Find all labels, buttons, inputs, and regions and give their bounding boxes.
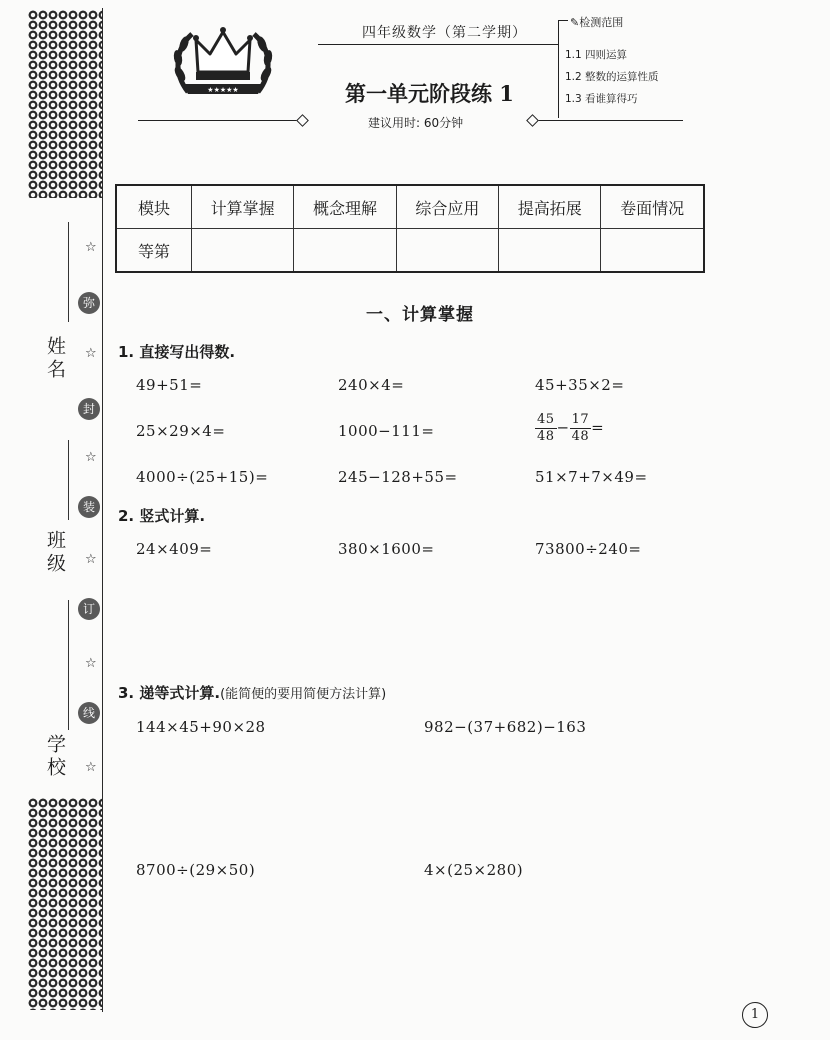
problem: 73800÷240= [535, 540, 642, 558]
pencil-icon: ✎ [570, 16, 580, 29]
scope-box-border [558, 20, 559, 118]
scope-item: 1.2 整数的运算性质 [565, 71, 659, 83]
question-3-note: (能简便的要用简便方法计算) [220, 687, 387, 702]
star-icon: ☆ [85, 240, 97, 255]
grade-cell[interactable] [499, 229, 601, 273]
star-icon: ☆ [85, 656, 97, 671]
problem: 380×1600= [338, 540, 435, 558]
fraction-problem [535, 412, 604, 445]
problem: 982−(37+682)−163 [424, 718, 587, 736]
question-1-title: 1. 直接写出得数. [118, 343, 236, 361]
grade-cell[interactable] [294, 229, 396, 273]
scope-title-text: 检测范围 [579, 16, 624, 29]
table-header-cell: 概念理解 [294, 185, 396, 229]
grade-cell[interactable] [192, 229, 294, 273]
table-row [116, 229, 704, 273]
table-row-header: 等第 [116, 229, 192, 273]
grade-cell[interactable] [396, 229, 498, 273]
seal-xian: 线 [78, 702, 100, 724]
unit-title: 第一单元阶段练 1 [345, 81, 514, 106]
seal-zhuang: 装 [78, 496, 100, 518]
page-number: 1 [742, 1002, 768, 1028]
grade-table [115, 184, 705, 273]
suggested-time: 建议用时: 60分钟 [368, 116, 464, 130]
title-rule-right [535, 120, 683, 121]
scope-title [570, 14, 623, 30]
table-header-cell: 模块 [116, 185, 192, 229]
problem: 24×409= [136, 540, 213, 558]
table-header-cell: 提高拓展 [499, 185, 601, 229]
problem: 51×7+7×49= [535, 468, 648, 486]
grade-cell[interactable] [601, 229, 704, 273]
scope-box-top [558, 20, 568, 21]
crown-laurel-logo [168, 22, 278, 104]
question-3-title [118, 682, 386, 703]
problem: 4×(25×280) [424, 861, 524, 879]
question-2-title: 2. 竖式计算. [118, 507, 206, 525]
problem: 240×4= [338, 376, 405, 394]
seal-mi: 弥 [78, 292, 100, 314]
binding-pattern-top [28, 10, 102, 198]
equals-sign: = [591, 418, 605, 437]
section-title: 一、计算掌握 [366, 305, 474, 325]
binding-border-line [102, 8, 103, 1012]
problem: 1000−111= [338, 422, 435, 440]
star-icon: ☆ [85, 552, 97, 567]
star-icon: ☆ [85, 346, 97, 361]
star-icon: ☆ [85, 760, 97, 775]
seal-feng: 封 [78, 398, 100, 420]
name-label: 姓名 [44, 336, 66, 382]
minus-sign: − [556, 418, 570, 437]
problem: 45+35×2= [535, 376, 625, 394]
fraction: $\frac{45}{48}$ [537, 412, 555, 444]
problem: 245−128+55= [338, 468, 458, 486]
question-3-label: 3. 递等式计算. [118, 684, 221, 702]
problem: 4000÷(25+15)= [136, 468, 269, 486]
seal-ding: 订 [78, 598, 100, 620]
problem: 25×29×4= [136, 422, 226, 440]
table-header-cell: 卷面情况 [601, 185, 704, 229]
problem: 8700÷(29×50) [136, 861, 256, 879]
scope-item: 1.3 看谁算得巧 [565, 93, 638, 105]
table-row [116, 185, 704, 229]
diamond-ornament [526, 114, 539, 127]
svg-text:★★★★★: ★★★★★ [207, 86, 239, 94]
table-header-cell: 计算掌握 [192, 185, 294, 229]
table-header-cell: 综合应用 [396, 185, 498, 229]
school-label: 学校 [44, 734, 66, 780]
problem: 144×45+90×28 [136, 718, 266, 736]
header-top-rule [318, 44, 558, 45]
scope-item: 1.1 四则运算 [565, 49, 628, 61]
name-underline [68, 222, 69, 322]
school-underline [68, 600, 69, 730]
problem: 49+51= [136, 376, 203, 394]
class-label: 班级 [44, 530, 66, 576]
star-icon: ☆ [85, 450, 97, 465]
binding-pattern-bottom [28, 798, 102, 1010]
diamond-ornament [296, 114, 309, 127]
class-underline [68, 440, 69, 520]
title-rule-left [138, 120, 303, 121]
course-title: 四年级数学（第二学期） [362, 25, 527, 41]
fraction: $\frac{17}{48}$ [571, 412, 590, 444]
